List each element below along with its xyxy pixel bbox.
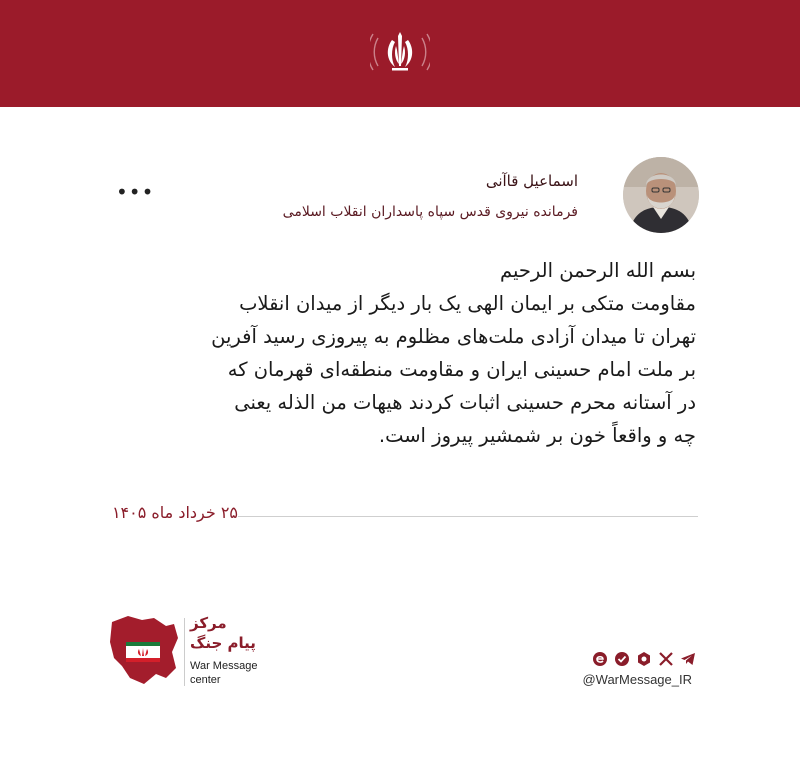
rubika-icon[interactable] [636, 651, 652, 667]
logo-fa-line1: مرکز [190, 614, 227, 632]
more-options-icon[interactable]: ••• [116, 180, 155, 204]
logo-separator [184, 618, 185, 686]
avatar[interactable] [623, 157, 699, 233]
x-icon[interactable] [658, 651, 674, 667]
telegram-icon[interactable] [680, 651, 696, 667]
social-icons [586, 648, 696, 670]
divider [238, 516, 698, 517]
post-body: بسم الله الرحمن الرحیم مقاومت متکی بر ایمان الهی یک بار دیگر از میدان انقلاب تهران تا میدان آزادی ملت‌های مظلوم به پیروزی رسید آفرین بر ملت امام حسینی ایران و مقاومت منطقه‌ای قهرمان که در آستانه محرم حسینی اثبات کردند هیهات من الذله یعنی چه و واقعاً خون بر شمشیر پیروز است. [211, 259, 696, 447]
war-message-logo [108, 612, 268, 692]
eitaa-icon[interactable] [592, 651, 608, 667]
header-banner [0, 0, 800, 107]
author-title: فرمانده نیروی قدس سپاه پاسداران انقلاب اسلامی [282, 204, 578, 220]
social-handle[interactable]: @WarMessage_IR [582, 672, 692, 687]
post-date: ۲۵ خرداد ماه ۱۴۰۵ [111, 503, 238, 522]
logo-en-line1: War Message [190, 660, 258, 672]
iran-map-icon [108, 612, 180, 692]
logo-fa-line2: پیام جنگ [190, 634, 256, 652]
logo-en-line2: center [190, 674, 221, 686]
author-name[interactable]: اسماعیل قاآنی [485, 172, 578, 190]
avatar-portrait-icon [623, 157, 699, 233]
iran-emblem-icon [370, 22, 430, 82]
check-icon[interactable] [614, 651, 630, 667]
post-card [108, 150, 698, 530]
